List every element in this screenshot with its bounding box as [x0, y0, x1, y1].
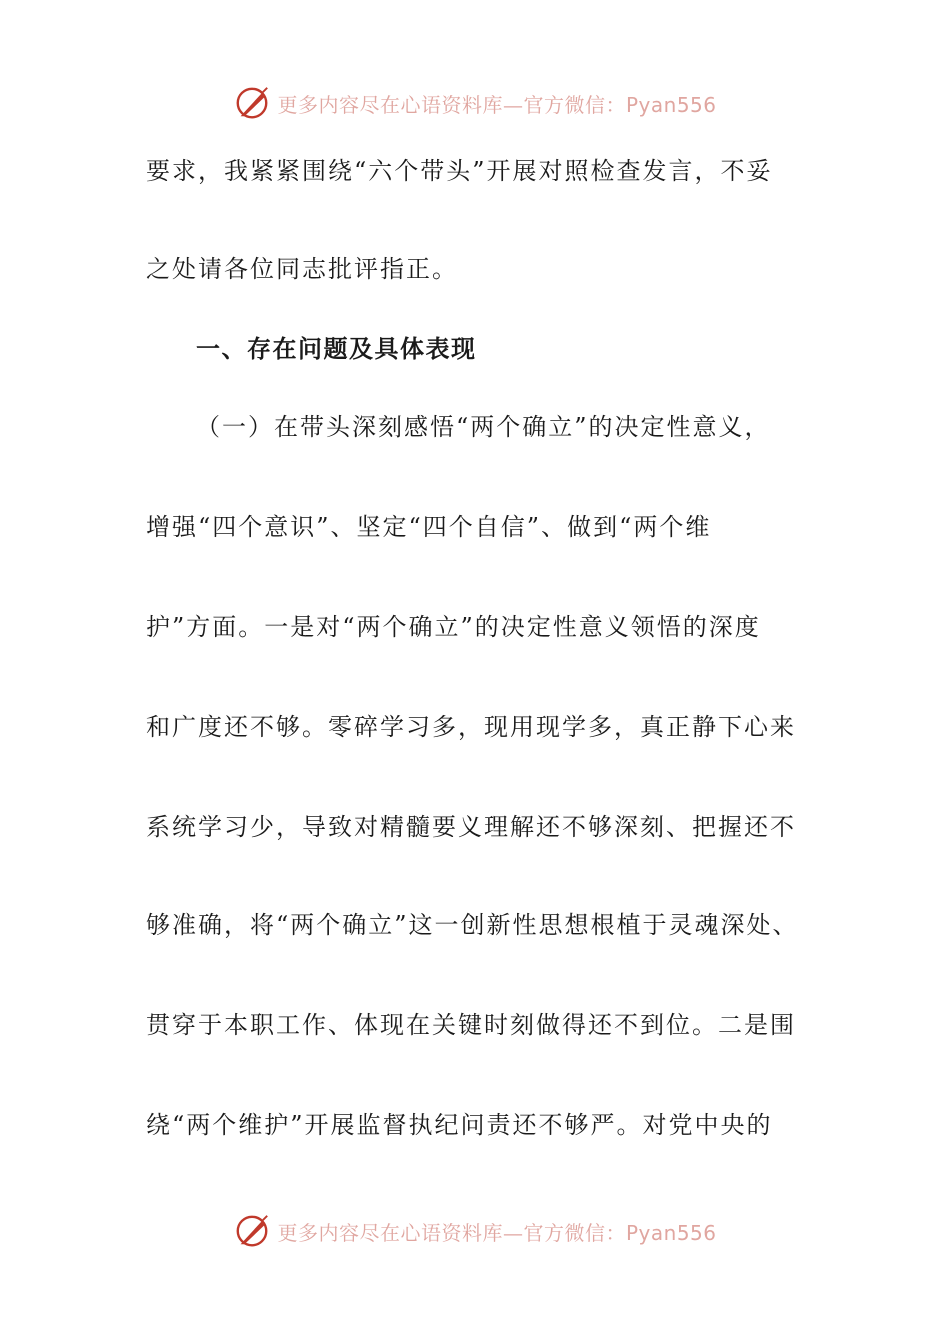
quill-logo-icon [233, 1212, 271, 1250]
body-line-8: 系统学习少，导致对精髓要义理解还不够深刻、把握还不 [146, 813, 796, 841]
section-heading: 一、存在问题及具体表现 [196, 335, 477, 363]
body-line-2: 之处请各位同志批评指正。 [146, 255, 458, 283]
header-watermark-text: 更多内容尽在心语资料库—官方微信：Pyan556 [277, 92, 717, 117]
quill-logo-icon [233, 84, 271, 122]
body-line-1: 要求，我紧紧围绕“六个带头”开展对照检查发言，不妥 [146, 157, 773, 185]
footer-watermark-text: 更多内容尽在心语资料库—官方微信：Pyan556 [277, 1220, 717, 1245]
footer-watermark [0, 1208, 950, 1254]
header-watermark [0, 80, 950, 126]
subsection-line: （一）在带头深刻感悟“两个确立”的决定性意义， [196, 413, 771, 441]
body-line-11: 绕“两个维护”开展监督执纪问责还不够严。对党中央的 [146, 1111, 773, 1139]
body-line-9: 够准确，将“两个确立”这一创新性思想根植于灵魂深处、 [146, 911, 799, 939]
body-line-6: 护”方面。一是对“两个确立”的决定性意义领悟的深度 [146, 613, 761, 641]
body-line-5: 增强“四个意识”、坚定“四个自信”、做到“两个维 [146, 513, 712, 541]
body-line-10: 贯穿于本职工作、体现在关键时刻做得还不到位。二是围 [146, 1011, 796, 1039]
body-line-7: 和广度还不够。零碎学习多，现用现学多，真正静下心来 [146, 713, 796, 741]
